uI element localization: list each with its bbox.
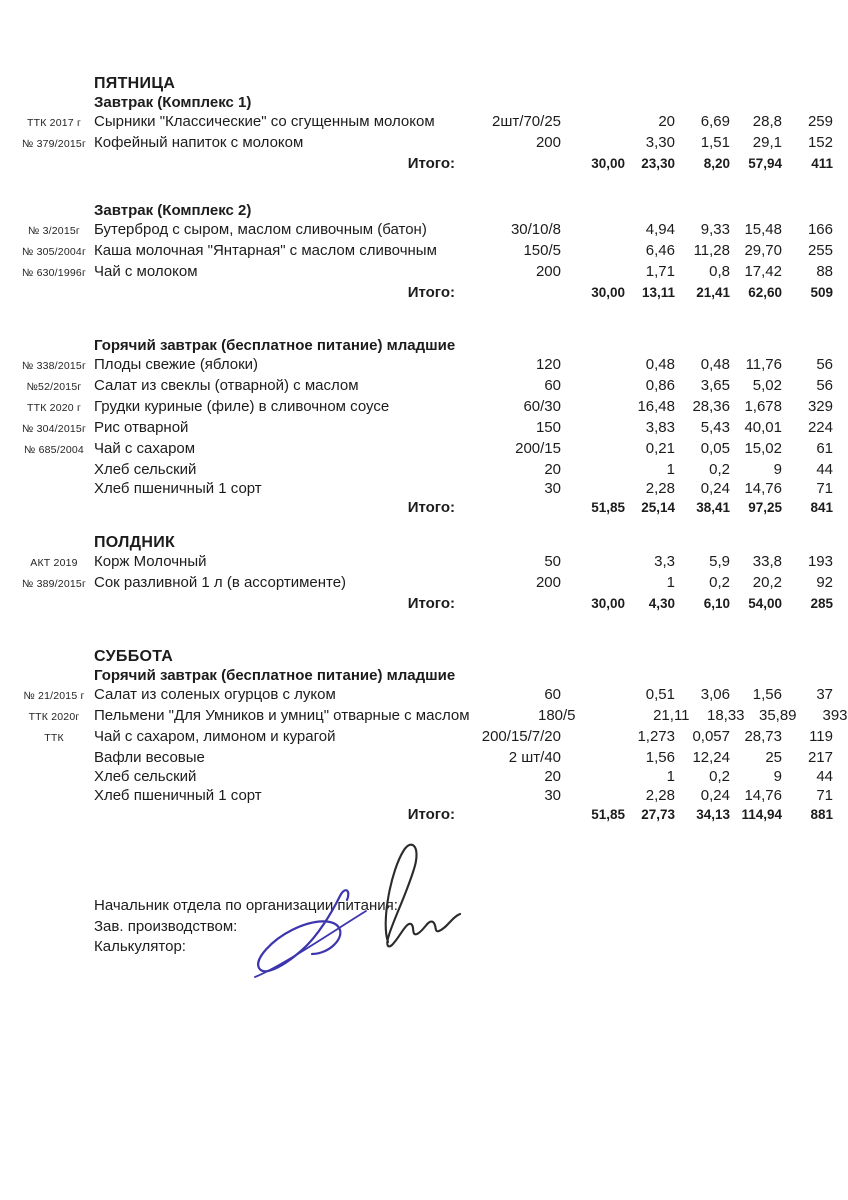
row-value: 25 [765,749,782,766]
row-value: 2,28 [645,787,675,804]
row-value: 1 [666,461,675,478]
dish-name: Бутерброд с сыром, маслом сливочным (батон) [94,221,427,238]
row-value: 20 [658,113,675,130]
recipe-code: ТТК 2020г [28,711,80,723]
menu-row [18,133,833,154]
dish-name: Грудки куриные (филе) в сливочном соусе [94,398,390,415]
row-value: 0,24 [700,787,730,804]
dish-name: Каша молочная "Янтарная" с маслом сливочным [94,242,437,259]
row-value: 44 [816,461,833,478]
row-value: 17,42 [744,263,782,280]
row-value: 33,8 [752,553,782,570]
menu-row [18,112,833,133]
signature-label-calculator: Калькулятор: [94,938,186,955]
row-value: 20,2 [752,574,782,591]
total-cost: 30,00 [591,596,625,611]
recipe-code: АКТ 2019 [30,557,78,569]
menu-row [18,552,833,573]
total-cost: 51,85 [591,500,625,515]
row-value: 0,2 [709,461,730,478]
dish-name: Хлеб сельский [94,461,197,478]
dish-name: Сок разливной 1 л (в ассортименте) [94,574,347,591]
menu-row [18,479,833,498]
total-label: Итого: [407,806,455,823]
portion-size: 150/5 [523,242,561,259]
row-value: 9 [773,768,782,785]
menu-row [18,727,833,748]
portion-size: 20 [544,461,561,478]
row-value: 28,8 [752,113,782,130]
portion-size: 30 [544,787,561,804]
total-label: Итого: [407,155,455,172]
recipe-code: № 3/2015г [28,225,80,237]
row-value: 5,02 [752,377,782,394]
total-cost: 30,00 [591,285,625,300]
row-value: 56 [816,356,833,373]
portion-size: 120 [535,356,561,373]
row-value: 1,273 [637,728,675,745]
total-value: 411 [811,156,833,171]
total-value: 25,14 [641,500,675,515]
menu-rows [18,355,833,498]
menu-section [18,201,833,302]
portion-size: 30 [544,480,561,497]
dish-name: Чай с сахаром [94,440,196,457]
day-header: ПОЛДНИК [94,534,176,551]
menu-rows [18,112,833,154]
row-value: 1 [666,574,675,591]
row-value: 3,83 [645,419,675,436]
row-value: 0,2 [709,768,730,785]
portion-size: 200/15/7/20 [481,728,561,745]
row-value: 1,56 [752,686,782,703]
row-value: 28,73 [744,728,782,745]
row-value: 6,69 [700,113,730,130]
row-value: 393 [822,707,848,724]
menu-row [18,706,848,727]
row-value: 0,24 [700,480,730,497]
row-value: 15,02 [744,440,782,457]
total-cost: 30,00 [591,156,625,171]
menu-rows [18,220,833,283]
row-value: 44 [816,768,833,785]
dish-name: Пельмени "Для Умников и умниц" отварные с маслом [94,707,470,724]
portion-size: 200 [535,574,561,591]
menu-section [18,336,833,517]
row-value: 0,48 [645,356,675,373]
dish-name: Рис отварной [94,419,189,436]
row-value: 12,24 [692,749,730,766]
total-value: 6,10 [703,596,730,611]
menu-row [18,748,833,767]
signature-block [18,896,833,1096]
row-value: 56 [816,377,833,394]
signature-label-head-of-catering: Начальник отдела по организации питания: [94,897,398,914]
total-label: Итого: [407,499,455,516]
menu-section [18,533,833,613]
total-value: 881 [810,807,833,822]
menu-sections [18,74,848,824]
total-value: 4,30 [648,596,675,611]
row-value: 0,51 [645,686,675,703]
row-value: 9 [773,461,782,478]
total-cost: 51,85 [591,807,625,822]
row-value: 61 [816,440,833,457]
row-value: 3,65 [700,377,730,394]
dish-name: Сырники "Классические" со сгущенным молоком [94,113,435,130]
row-value: 29,70 [744,242,782,259]
menu-row [18,418,833,439]
row-value: 0,48 [700,356,730,373]
row-value: 5,43 [700,419,730,436]
total-row [18,154,833,173]
row-value: 193 [807,553,833,570]
portion-size: 50 [544,553,561,570]
row-value: 1,678 [744,398,782,415]
row-value: 1,51 [700,134,730,151]
portion-size: 20 [544,768,561,785]
total-row [18,283,833,302]
menu-row [18,439,833,460]
row-value: 40,01 [744,419,782,436]
recipe-code: № 389/2015г [21,578,86,590]
meal-title: Завтрак (Комплекс 1) [94,94,252,111]
menu-row [18,685,833,706]
dish-name: Корж Молочный [94,553,207,570]
recipe-code: № 305/2004г [21,246,86,258]
meal-title: Горячий завтрак (бесплатное питание) младшие [94,337,456,354]
menu-row [18,767,833,786]
row-value: 0,2 [709,574,730,591]
row-value: 0,86 [645,377,675,394]
total-value: 114,94 [741,807,782,822]
menu-section [18,74,833,173]
row-value: 37 [816,686,833,703]
menu-row [18,397,833,418]
dish-name: Кофейный напиток с молоком [94,134,304,151]
recipe-code: ТТК [44,732,64,744]
row-value: 14,76 [744,480,782,497]
menu-row [18,376,833,397]
portion-size: 200/15 [515,440,561,457]
recipe-code: № 338/2015г [21,360,86,372]
portion-size: 180/5 [537,707,576,724]
row-value: 29,1 [752,134,782,151]
row-value: 14,76 [744,787,782,804]
total-value: 54,00 [748,596,782,611]
row-value: 21,11 [653,707,690,724]
total-label: Итого: [407,284,455,301]
menu-section [18,647,848,824]
row-value: 5,9 [709,553,730,570]
recipe-code: ТТК 2020 г [27,402,81,414]
total-value: 13,11 [641,285,675,300]
row-value: 152 [807,134,833,151]
row-value: 15,48 [744,221,782,238]
total-value: 21,41 [696,285,730,300]
dish-name: Хлеб сельский [94,768,197,785]
row-value: 329 [807,398,833,415]
dish-name: Чай с молоком [94,263,198,280]
recipe-code: №52/2015г [26,381,82,393]
row-value: 4,94 [645,221,675,238]
portion-size: 150 [535,419,561,436]
row-value: 255 [807,242,833,259]
row-value: 1 [666,768,675,785]
total-label: Итого: [407,595,455,612]
menu-row [18,786,833,805]
recipe-code: ТТК 2017 г [27,117,81,129]
row-value: 71 [816,787,833,804]
row-value: 3,06 [700,686,730,703]
recipe-code: № 685/2004 [24,444,84,456]
total-value: 57,94 [748,156,782,171]
row-value: 1,56 [645,749,675,766]
row-value: 88 [816,263,833,280]
portion-size: 60 [544,377,561,394]
total-value: 23,30 [641,156,675,171]
total-value: 38,41 [696,500,730,515]
total-value: 841 [810,500,833,515]
total-row [18,498,833,517]
total-value: 97,25 [748,500,782,515]
portion-size: 60 [544,686,561,703]
meal-title: Завтрак (Комплекс 2) [94,202,252,219]
dish-name: Вафли весовые [94,749,205,766]
row-value: 3,30 [645,134,675,151]
portion-size: 200 [535,263,561,280]
dish-name: Салат из свеклы (отварной) с маслом [94,377,359,394]
row-value: 1,71 [645,263,675,280]
signature-label-production-manager: Зав. производством: [94,917,238,935]
row-value: 217 [807,749,833,766]
row-value: 6,46 [645,242,675,259]
menu-row [18,355,833,376]
row-value: 71 [816,480,833,497]
dish-name: Салат из соленых огурцов с луком [94,686,336,703]
dish-name: Хлеб пшеничный 1 сорт [94,787,262,804]
row-value: 2,28 [645,480,675,497]
total-value: 62,60 [748,285,782,300]
row-value: 0,8 [709,263,730,280]
total-value: 8,20 [703,156,730,171]
menu-row [18,573,833,594]
portion-size: 30/10/8 [510,221,561,238]
row-value: 224 [807,419,833,436]
menu-row [18,241,833,262]
total-row [18,805,833,824]
portion-size: 200 [535,134,561,151]
portion-size: 2шт/70/25 [492,113,561,130]
total-value: 285 [810,596,833,611]
menu-row [18,262,833,283]
portion-size: 2 шт/40 [508,749,561,766]
menu-rows [18,552,833,594]
row-value: 16,48 [637,398,675,415]
recipe-code: № 630/1996г [21,267,86,279]
row-value: 35,89 [758,707,797,724]
row-value: 259 [807,113,833,130]
row-value: 11,76 [745,356,782,373]
row-value: 92 [816,574,833,591]
total-value: 509 [810,285,833,300]
dish-name: Чай с сахаром, лимоном и курагой [94,728,336,745]
dish-name: Плоды свежие (яблоки) [94,356,259,373]
recipe-code: № 21/2015 г [23,690,85,702]
recipe-code: № 304/2015г [21,423,86,435]
row-value: 0,21 [645,440,675,457]
menu-row [18,460,833,479]
total-value: 34,13 [696,807,730,822]
recipe-code: № 379/2015г [21,138,86,150]
portion-size: 60/30 [523,398,561,415]
day-header: ПЯТНИЦА [94,75,176,92]
row-value: 9,33 [700,221,730,238]
total-row [18,594,833,613]
row-value: 18,33 [706,707,745,724]
row-value: 119 [809,728,833,745]
row-value: 3,3 [654,553,675,570]
menu-rows [18,685,848,805]
row-value: 166 [807,221,833,238]
dish-name: Хлеб пшеничный 1 сорт [94,480,262,497]
day-header: СУББОТА [94,648,174,665]
menu-row [18,220,833,241]
total-value: 27,73 [641,807,675,822]
row-value: 0,05 [700,440,730,457]
row-value: 0,057 [692,728,730,745]
row-value: 11,28 [693,242,730,259]
meal-title: Горячий завтрак (бесплатное питание) младшие [94,667,456,684]
row-value: 28,36 [692,398,730,415]
